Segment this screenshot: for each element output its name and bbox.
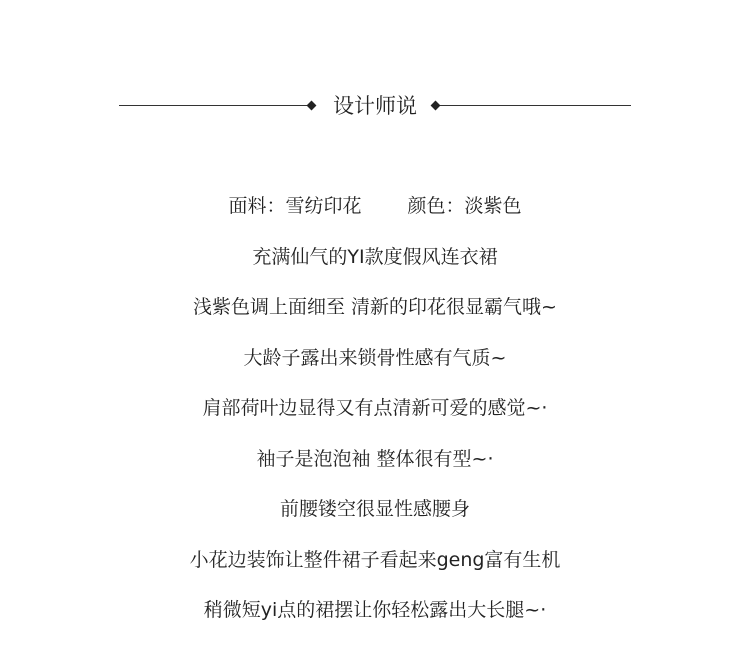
diamond-icon-right	[431, 101, 441, 111]
heading-rule-right	[440, 105, 631, 106]
description-line-1: 充满仙气的YI款度假风连衣裙	[252, 245, 498, 268]
section-heading	[0, 88, 750, 124]
fabric-info: 面料：雪纺印花	[228, 195, 362, 217]
description-line-7: 小花边装饰让整件裙子看起来geng富有生机	[189, 548, 561, 571]
description-line-8: 稍微短yi点的裙摆让你轻松露出大长腿~·	[203, 599, 547, 621]
description-block	[0, 190, 750, 645]
description-line-4: 肩部荷叶边显得又有点清新可爱的感觉~·	[202, 397, 548, 419]
diamond-icon-left	[307, 101, 317, 111]
description-line-6: 前腰镂空很显性感腰身	[279, 498, 470, 520]
description-line-3: 大龄子露出来锁骨性感有气质~	[243, 346, 507, 369]
color-info: 颜色：淡紫色	[407, 195, 522, 217]
heading-title: 设计师说	[333, 94, 417, 118]
heading-rule-left	[119, 105, 309, 106]
fabric-color-line	[0, 190, 750, 241]
description-line-5: 袖子是泡泡袖 整体很有型~·	[256, 447, 494, 470]
description-line-2: 浅紫色调上面细至 清新的印花很显霸气哦~	[193, 296, 557, 318]
